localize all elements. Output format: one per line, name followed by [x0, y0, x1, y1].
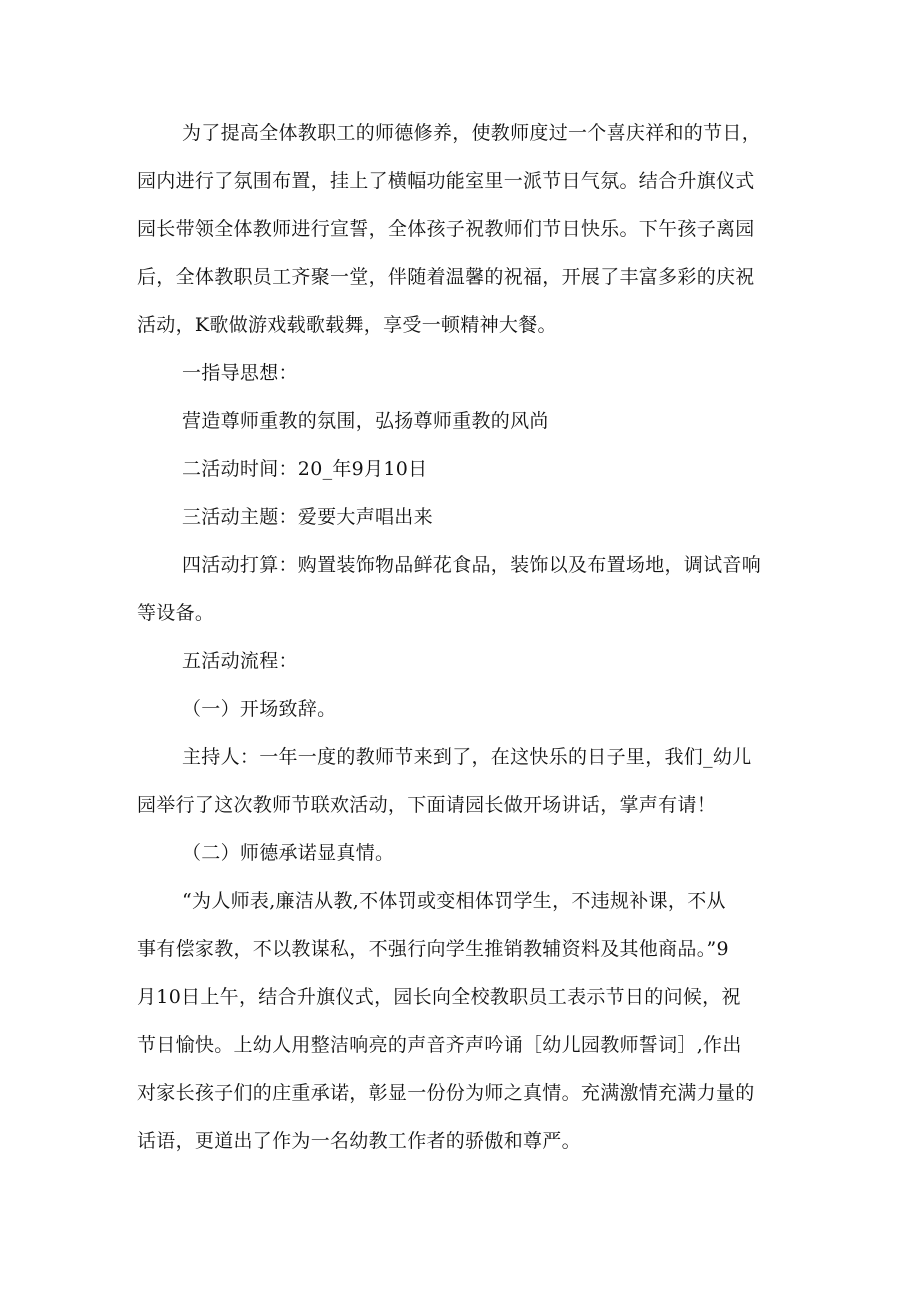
- paragraph-line: 营造尊师重教的氛围，弘扬尊师重教的风尚: [182, 410, 549, 432]
- paragraph-line: 月10日上午，结合升旗仪式，园长向全校教职员工表示节日的问候，祝: [137, 986, 741, 1008]
- subsection-heading: （二）师德承诺显真情。: [182, 842, 395, 864]
- paragraph-line: 对家长孩子们的庄重承诺，彰显一份份为师之真情。充满激情充满力量的: [137, 1082, 755, 1104]
- paragraph-line: 节日愉快。上幼人用整洁响亮的声音齐声吟诵［幼儿园教师誓词］,作出: [137, 1034, 742, 1056]
- paragraph-line: 园内进行了氛围布置，挂上了横幅功能室里一派节日气氛。结合升旗仪式: [137, 170, 755, 192]
- paragraph-line: 为了提高全体教职工的师德修养，使教师度过一个喜庆祥和的节日，: [182, 122, 762, 144]
- paragraph-line: 活动，K歌做游戏载歌载舞，享受一顿精神大餐。: [137, 314, 557, 336]
- section-heading: 五活动流程：: [182, 650, 298, 672]
- paragraph-line: 事有偿家教，不以教谋私，不强行向学生推销教辅资料及其他商品。”9: [137, 938, 729, 960]
- paragraph-line: 等设备。: [137, 602, 215, 624]
- paragraph-line: “为人师表,廉洁从教,不体罚或变相体罚学生，不违规补课，不从: [182, 890, 726, 912]
- paragraph-line: 主持人：一年一度的教师节来到了，在这快乐的日子里，我们_幼儿: [182, 746, 752, 768]
- paragraph-line: 后，全体教职员工齐聚一堂，伴随着温馨的祝福，开展了丰富多彩的庆祝: [137, 266, 755, 288]
- section-heading: 四活动打算：购置装饰物品鲜花食品，装饰以及布置场地，调试音响: [182, 554, 762, 576]
- paragraph-line: 话语，更道出了作为一名幼教工作者的骄傲和尊严。: [137, 1130, 581, 1152]
- paragraph-line: 园举行了这次教师节联欢活动，下面请园长做开场讲话，掌声有请！: [137, 794, 717, 816]
- section-heading: 二活动时间：20_年9月10日: [182, 458, 428, 480]
- subsection-heading: （一）开场致辞。: [182, 698, 337, 720]
- section-heading: 一指导思想：: [182, 362, 298, 384]
- paragraph-line: 园长带领全体教师进行宣誓，全体孩子祝教师们节日快乐。下午孩子离园: [137, 218, 755, 240]
- section-heading: 三活动主题：爱要大声唱出来: [182, 506, 433, 528]
